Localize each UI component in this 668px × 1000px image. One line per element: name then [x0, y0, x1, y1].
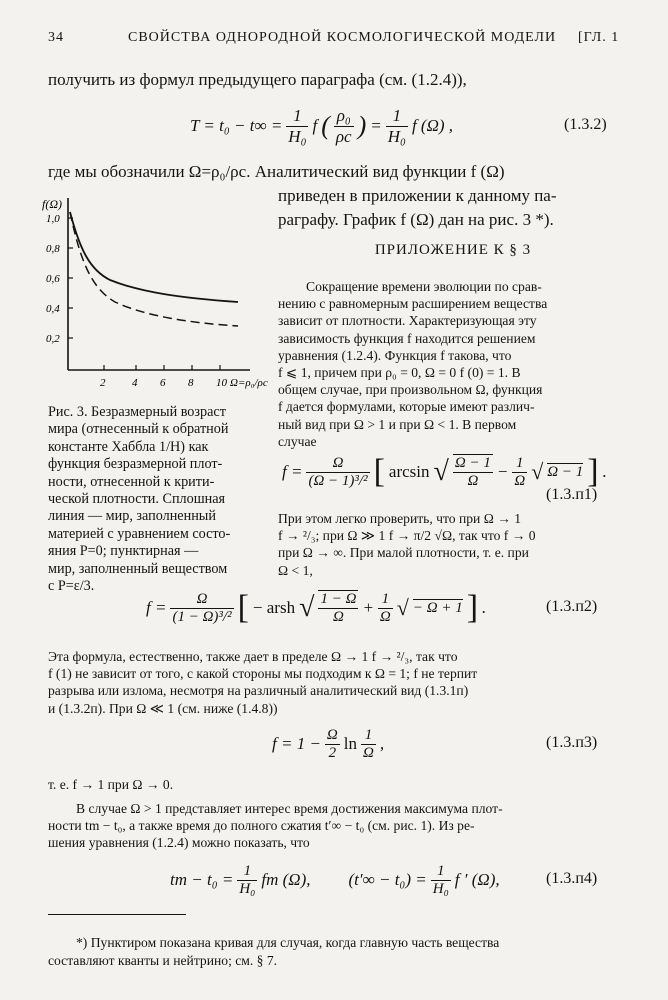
check-line: При этом легко проверить, что при Ω → 1: [278, 511, 522, 526]
footnote-rule: [48, 914, 186, 915]
solid-curve: [70, 212, 238, 302]
equation-p1: f = $\frac{\Omega}{\text{(Ω − 1)³/²}}$ [ arcsin √ $\frac{\Omega - 1}{\Omega}$ − $\frac{1}{\Omega}$ √ Ω − 1 ] .: [282, 453, 607, 490]
caption-line: ческой плотности. Сплошная: [48, 491, 226, 508]
continuity-line: Эта формула, естественно, также дает в пределе Ω → 1 f → ²/₃, так что: [48, 649, 458, 664]
eq-number-p3: (1.3.п3): [546, 734, 598, 751]
eq-lhs: T = t₀ − t∞ =: [190, 116, 283, 135]
eq-frac-rho: $\frac{\text{ρ₀}}{\rho c}$: [335, 105, 352, 146]
appendix-line: нению с равномерным расширением вещества: [278, 296, 548, 312]
appendix-line: зависимость функция f находится решением: [278, 330, 536, 346]
page-number: 34: [48, 30, 64, 45]
y-tick-label: 0,4: [46, 303, 60, 315]
caption-line: линия — мир, заполненный: [48, 508, 216, 525]
equation-p4: tm − t₀ = $\frac{1}{\text{H₀}}$ fm (Ω), (t′∞ − t₀) = $\frac{1}{\text{H₀}}$ f ′ (Ω),: [170, 862, 500, 897]
footnote-line: *) Пунктиром показана кривая для случая, когда главную часть вещества: [76, 935, 500, 950]
y-axis-label: f(Ω): [42, 197, 63, 211]
x-tick-label: 4: [132, 377, 138, 389]
appendix-line: ный вид при Ω > 1 и при Ω < 1. В первом: [278, 416, 517, 432]
caption-line: с P=ε/3.: [48, 578, 95, 595]
equation-1-3-2: T = t₀ − t∞ = $\frac{1}{\text{H₀}}$ f ( $\frac{\text{ρ₀}}{\rho c}$ ) = $\frac{1}{\text{H₀}}$ f (Ω) ,: [190, 105, 454, 146]
appendix-text: [278, 278, 628, 450]
footnote-line: составляют кванты и нейтрино; см. § 7.: [48, 953, 278, 968]
appendix-line: зависит от плотности. Характеризующая эту: [278, 313, 537, 329]
y-tick-label: 0,6: [46, 273, 60, 285]
continuity-line: f (1) не зависит от того, с какой стороны мы подходим к Ω = 1; f не терпит: [48, 666, 478, 682]
footnote: [48, 934, 628, 970]
maximum-text: [48, 800, 628, 852]
caption-line: материей с уравнением состо-: [48, 525, 231, 542]
y-tick-label: 0,2: [46, 333, 60, 345]
eq-f-omega: f (Ω) ,: [411, 116, 454, 135]
x-tick-label: 10: [216, 377, 227, 389]
equation-p2: f = $\frac{\Omega}{\text{(1 − Ω)³/²}}$ [ − arsh √ $\frac{1 - \Omega}{\Omega}$ + $\frac{1}{\Omega}$ √ − Ω + 1 ] .: [146, 589, 487, 626]
x-axis-label: Ω=ρ₀/ρc: [230, 377, 268, 389]
figure-caption: [48, 404, 278, 595]
x-tick-label: 8: [188, 377, 194, 389]
continuity-text: [48, 648, 628, 717]
x-tick-label: 6: [160, 377, 166, 389]
check-line: при Ω → ∞. При малой плотности, т. е. при: [278, 545, 529, 561]
maximum-line: шения уравнения (1.2.4) можно показать, что: [48, 835, 310, 851]
y-tick-label: 1,0: [46, 213, 60, 225]
caption-line: ности, отнесенной к крити-: [48, 473, 215, 490]
eq-number-p1: (1.3.п1): [546, 486, 598, 503]
appendix-line: общем случае, при произвольном Ω, функция: [278, 382, 543, 398]
y-tick-label: 0,8: [46, 243, 60, 255]
caption-line: функция безразмерной плот-: [48, 456, 223, 473]
continuity-line: и (1.3.2п). При Ω ≪ 1 (см. ниже (1.4.8)): [48, 700, 278, 716]
x-tick-label: 2: [100, 377, 106, 389]
where-line-3: раграфу. График f (Ω) дан на рис. 3 *).: [278, 210, 554, 229]
check-line: Ω < 1,: [278, 562, 313, 578]
te-line: т. е. f → 1 при Ω → 0.: [48, 777, 174, 792]
eq-f: f: [312, 116, 318, 135]
eq-number-1-3-2: (1.3.2): [564, 116, 607, 133]
eq-number-p2: (1.3.п2): [546, 598, 598, 615]
caption-line: Рис. 3. Безразмерный возраст: [48, 404, 226, 420]
appendix-line: f дается формулами, которые имеют различ-: [278, 399, 535, 415]
chapter-marker: [ГЛ. 1: [578, 30, 620, 45]
appendix-title: ПРИЛОЖЕНИЕ К § 3: [374, 242, 532, 258]
figure-3-plot: [40, 190, 278, 400]
running-title: СВОЙСТВА ОДНОРОДНОЙ КОСМОЛОГИЧЕСКОЙ МОДЕЛИ: [128, 30, 557, 45]
check-text: [278, 510, 628, 579]
where-line-2: приведен в приложении к данному па-: [278, 186, 557, 205]
equation-p3: f = 1 − $\frac{\Omega}{2}$ ln $\frac{1}{\Omega}$ ,: [272, 726, 385, 761]
maximum-line: ности tm − t₀, а также время до полного сжатия t′∞ − t₀ (см. рис. 1). Из ре-: [48, 818, 475, 834]
eq-frac-1-h0: $\frac{1}{\text{H₀}}$: [288, 105, 307, 146]
eq-frac-1-h0-b: $\frac{1}{\text{H₀}}$: [387, 105, 406, 146]
caption-line: яния P=0; пунктирная —: [48, 543, 199, 560]
appendix-line: уравнения (1.2.4). Функция f такова, что: [278, 347, 512, 363]
intro-line: получить из формул предыдущего параграфа (см. (1.2.4)),: [48, 70, 467, 89]
appendix-line: случае: [278, 433, 317, 449]
caption-line: мир, заполненный веществом: [48, 560, 228, 577]
check-line: f → ²/₃; при Ω ≫ 1 f → π/2 √Ω, так что f → 0: [278, 528, 536, 544]
maximum-line: В случае Ω > 1 представляет интерес время достижения максимума плот-: [76, 801, 503, 816]
caption-line: мира (отнесенный к обратной: [48, 421, 229, 438]
appendix-line: f ⩽ 1, причем при ρ₀ = 0, Ω = 0 f (0) = 1. В: [278, 365, 521, 381]
where-line-1: где мы обозначили Ω=ρ₀/ρc. Аналитический вид функции f (Ω): [48, 162, 505, 181]
eq-number-p4: (1.3.п4): [546, 870, 598, 887]
continuity-line: разрыва или излома, несмотря на различный аналитический вид (1.3.1п): [48, 683, 469, 699]
appendix-line: Сокращение времени эволюции по срав-: [306, 279, 542, 294]
caption-line: константе Хаббла 1/H) как: [48, 438, 209, 455]
